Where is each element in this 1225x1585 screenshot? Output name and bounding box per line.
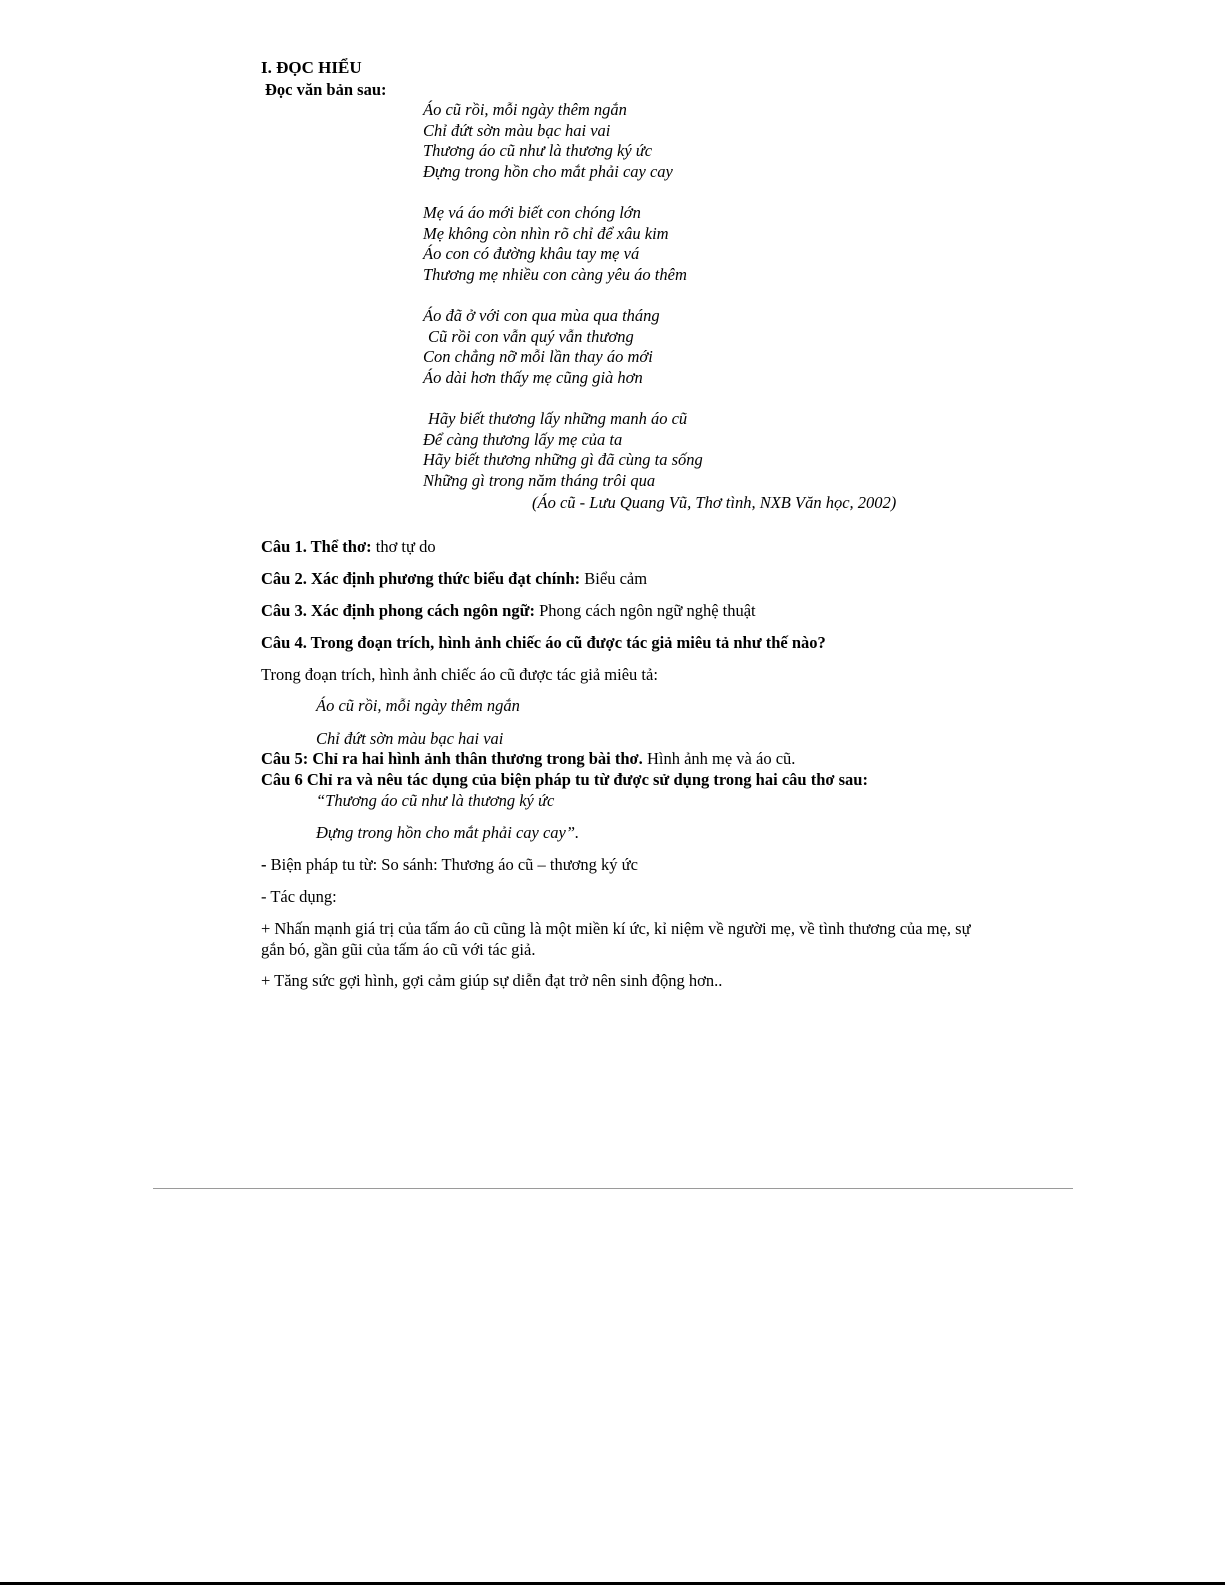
poem-line: Chỉ đứt sờn màu bạc hai vai [423,120,611,140]
footer-divider [153,1188,1073,1189]
answer-4-quote-line: Chỉ đứt sờn màu bạc hai vai [316,729,504,748]
poem-line: Thương áo cũ như là thương ký ức [423,141,653,160]
technique-text: Biện pháp tu từ: So sánh: Thương áo cũ – thương ký ức [266,855,638,874]
poem-line: Áo cũ rồi, mỗi ngày thêm ngắn [423,100,627,119]
poem-line: Áo con có đường khâu tay mẹ vá [423,244,640,263]
poem-citation: (Áo cũ - Lưu Quang Vũ, Thơ tình, NXB Văn học, 2002) [532,493,897,512]
poem-line: Con chẳng nỡ mỗi lần thay áo mới [423,347,653,366]
answer-6-effect-item: + Nhấn mạnh giá trị của tấm áo cũ cũng là một miền kí ức, kỉ niệm về người mẹ, về tình thương của mẹ, sự gắn bó, gần gũi của tấm áo cũ với tác giả. [261,919,971,959]
answer-6-effect-label: - Tác dụng: [261,887,337,906]
poem-line: Áo đã ở với con qua mùa qua tháng [423,306,660,325]
question-5 [261,749,795,769]
question-3 [261,601,756,621]
question-2 [261,569,647,589]
answer-6-effect-item: + Tăng sức gợi hình, gợi cảm giúp sự diễn đạt trở nên sinh động hơn.. [261,971,723,990]
poem-line: Mẹ không còn nhìn rõ chỉ để xâu kim [423,223,669,243]
question-4: Câu 4. Trong đoạn trích, hình ảnh chiếc áo cũ được tác giả miêu tả như thế nào? [261,633,826,652]
poem-stanza [423,409,703,491]
answer-6-technique [261,855,638,875]
question-6: Câu 6 Chỉ ra và nêu tác dụng của biện pháp tu từ được sử dụng trong hai câu thơ sau: [261,770,868,789]
question-answer: Hình ảnh mẹ và áo cũ. [642,749,796,768]
question-answer: thơ tự do [371,537,436,556]
question-answer: Phong cách ngôn ngữ nghệ thuật [534,601,756,620]
poem-stanza [423,100,673,182]
question-label: Câu 1. Thể thơ: [261,537,372,556]
poem-line: Cũ rồi con vẫn quý vẫn thương [428,326,634,346]
section-heading: I. ĐỌC HIỂU [261,58,362,77]
read-instruction: Đọc văn bản sau: [265,80,387,99]
question-label: Câu 5: Chỉ ra hai hình ảnh thân thương trong bài thơ. [261,749,643,768]
question-label: Câu 3. Xác định phong cách ngôn ngữ: [261,601,535,620]
poem-stanza [423,306,660,388]
poem-line: Áo dài hơn thấy mẹ cũng già hơn [423,367,643,387]
question-6-quote-line: Đựng trong hồn cho mắt phải cay cay”. [316,823,580,842]
poem-line: Những gì trong năm tháng trôi qua [423,470,656,490]
poem-line: Hãy biết thương lấy những manh áo cũ [428,409,688,428]
poem-line: Hãy biết thương những gì đã cùng ta sống [423,450,703,469]
question-answer: Biểu cảm [580,569,648,588]
poem-stanza [423,203,687,285]
answer-4-quote-line: Áo cũ rồi, mỗi ngày thêm ngắn [316,696,520,715]
poem-line: Đựng trong hồn cho mắt phải cay cay [423,161,673,181]
poem-line: Thương mẹ nhiều con càng yêu áo thêm [423,264,687,284]
bullet-dash: - [261,855,267,874]
question-label: Câu 2. Xác định phương thức biểu đạt chính: [261,569,581,588]
question-6-quote-line: “Thương áo cũ như là thương ký ức [316,791,555,810]
poem-line: Mẹ vá áo mới biết con chóng lớn [423,203,641,222]
question-1 [261,537,436,557]
poem-line: Để càng thương lấy mẹ của ta [423,429,623,449]
answer-4-intro: Trong đoạn trích, hình ảnh chiếc áo cũ được tác giả miêu tả: [261,665,658,684]
